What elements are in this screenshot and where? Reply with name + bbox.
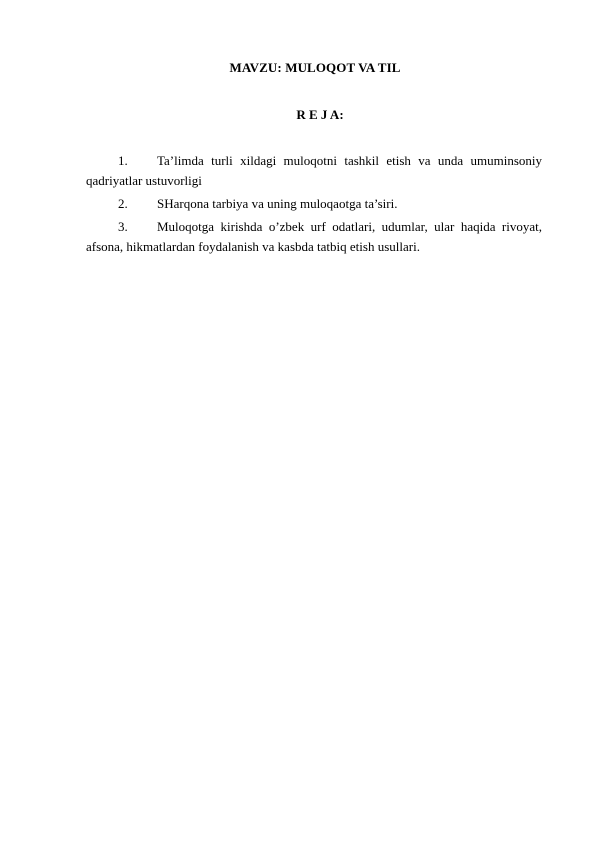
plan-item-text: SHarqona tarbiya va uning muloqaotga ta’siri. [157,196,398,211]
plan-item-number: 1. [118,153,128,168]
document-title: MAVZU: MULOQOT VA TIL [229,60,401,75]
plan-item [86,151,542,191]
plan-item [86,194,542,214]
plan-item-number: 2. [118,196,128,211]
plan-item [86,217,542,257]
plan-heading: R E J A: [296,107,344,122]
plan-item-text: Ta’limda turli xildagi muloqotni tashkil etish va unda umuminsoniy qadriyatlar ustuvorligi [86,153,542,188]
plan-item-text: Muloqotga kirishda o’zbek urf odatlari, udumlar, ular haqida rivoyat, afsona, hikmatlardan foydalanish va kasbda tatbiq etish usullari. [86,219,542,254]
plan-item-number: 3. [118,219,128,234]
plan-list [86,151,542,260]
